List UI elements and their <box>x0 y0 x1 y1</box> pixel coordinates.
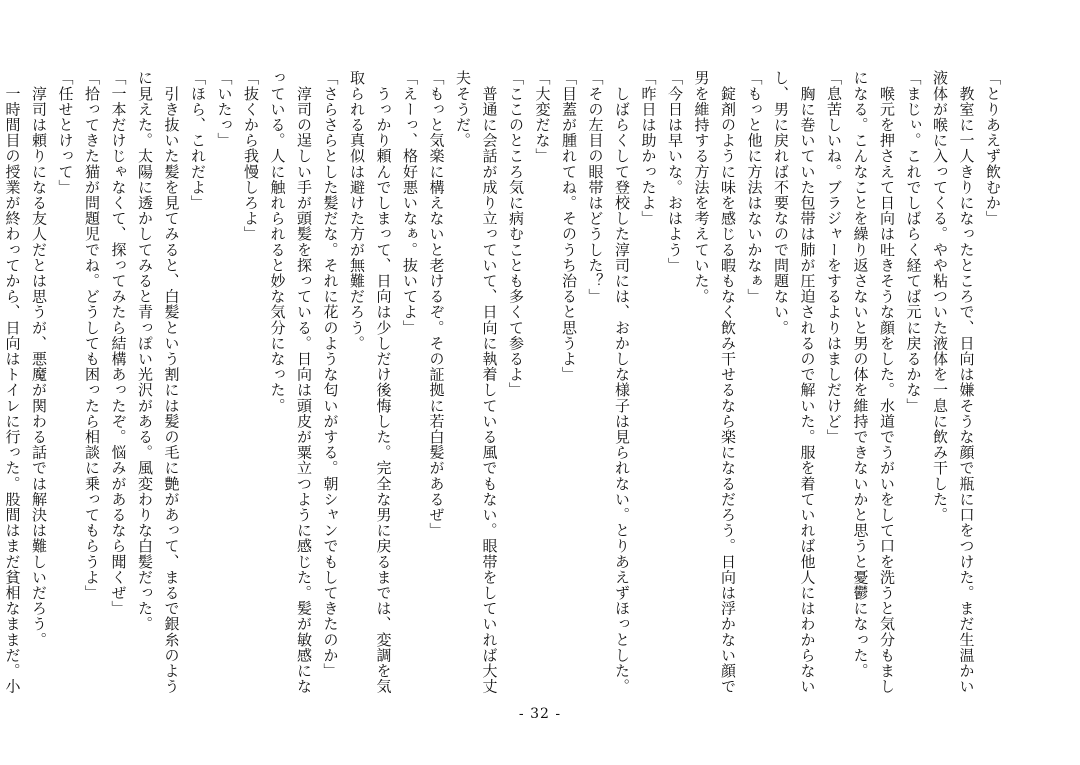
text-line: 夫そうだ。 <box>454 70 472 148</box>
text-line: 「さらさらとした髪だな。それに花のような匂いがする。朝シャンでもしてきたのか」 <box>321 70 340 679</box>
text-line: 普通に会話が成り立っていて、日向に執着している風でもない。眼帯をしていれば大丈 <box>480 70 499 694</box>
text-line: 「いたっ」 <box>215 70 234 148</box>
text-line: し、男に戻れば不要なので問題ない。 <box>772 70 790 336</box>
text-line: 「大変だな」 <box>533 70 552 164</box>
text-line: 教室に一人きりになったところで、日向は嫌そうな顔で瓶に口をつけた。まだ生温かい <box>957 70 976 694</box>
text-line: 喉元を押さえて日向は吐きそうな顔をした。水道でうがいをして口を洗うと気分もまし <box>878 70 896 694</box>
text-line: 「もっと他に方法はないかなぁ」 <box>745 70 764 304</box>
text-line: 「えーっ、格好悪いなぁ。抜いてよ」 <box>401 70 419 336</box>
text-line: 「ここのところ気に病むことも多くて参るよ」 <box>507 70 525 398</box>
text-line: 「その左目の眼帯はどうした？」 <box>586 70 605 304</box>
text-line: っている。人に触れられると妙な気分になった。 <box>268 70 287 414</box>
text-line: 「拾ってきた猫が問題児でね。どうしても困ったら相談に乗ってもらうよ」 <box>83 70 101 601</box>
text-line: 「昨日は助かったよ」 <box>639 70 658 226</box>
text-line: 「まじぃ。これでしばらく経てば元に戻るかな」 <box>904 70 923 414</box>
text-line: 淳司の逞しい手が頭髪を探っている。日向は頭皮が粟立つように感じた。髪が敏感にな <box>295 70 313 694</box>
text-line: 引き抜いた髪を見てみると、白髪という割には髪の毛に艶があって、まるで銀糸のよう <box>162 70 181 694</box>
text-line: しばらくして登校した淳司には、おかしな様子は見られない。とりあえずほっとした。 <box>613 70 631 694</box>
text-line: 液体が喉に入ってくる。やや粘ついた液体を一息に飲み干した。 <box>931 70 949 523</box>
text-line: 淳司は頼りになる友人だとは思うが、悪魔が関わる話では解決は難しいだろう。 <box>30 70 48 648</box>
text-line: 胸に巻いていた包帯は肺が圧迫されるので解いた。服を着ていれば他人にはわからない <box>798 70 817 694</box>
text-line: 「とりあえず飲むか」 <box>984 70 1002 226</box>
text-line: 錠剤のように味を感じる暇もなく飲み干せるなら楽になるだろう。日向は浮かない顔で <box>719 70 737 694</box>
text-line: うっかり頼んでしまって、日向は少しだけ後悔した。完全な男に戻るまでは、変調を気 <box>374 70 393 694</box>
text-line: 取られる真似は避けた方が無難だろう。 <box>348 70 366 351</box>
text-line: 「息苦しいね。ブラジャーをするよりはましだけど」 <box>825 70 843 445</box>
text-line: になる。こんなことを繰り返さないと男の体を維持できないかと思うと憂鬱になった。 <box>851 70 870 679</box>
text-line: 「目蓋が腫れてね。そのうち治ると思うよ」 <box>560 70 578 382</box>
text-line: 「任せとけって」 <box>56 70 75 195</box>
text-line: に見えた。太陽に透かしてみると青っぽい光沢がある。風変わりな白髪だった。 <box>136 70 154 632</box>
text-line: 「一本だけじゃなくて、探ってみたら結構あったぞ。悩みがあるなら聞くぜ」 <box>109 70 128 616</box>
vertical-text-body <box>3 70 1006 694</box>
text-line: 「抜くから我慢しろよ」 <box>242 70 260 242</box>
text-line: 「もっと気楽に構えないと老けるぞ。その証拠に若白髪があるぜ」 <box>427 70 446 538</box>
text-line: 男を維持する方法を考えていた。 <box>692 70 711 304</box>
text-line: 「今日は早いな。おはよう」 <box>666 70 684 273</box>
page-number: - 32 - <box>518 706 562 722</box>
text-line: 「ほら、これだよ」 <box>189 70 207 211</box>
text-line: 一時間目の授業が終わってから、日向はトイレに行った。股間はまだ貧相なままだ。小 <box>3 70 22 694</box>
